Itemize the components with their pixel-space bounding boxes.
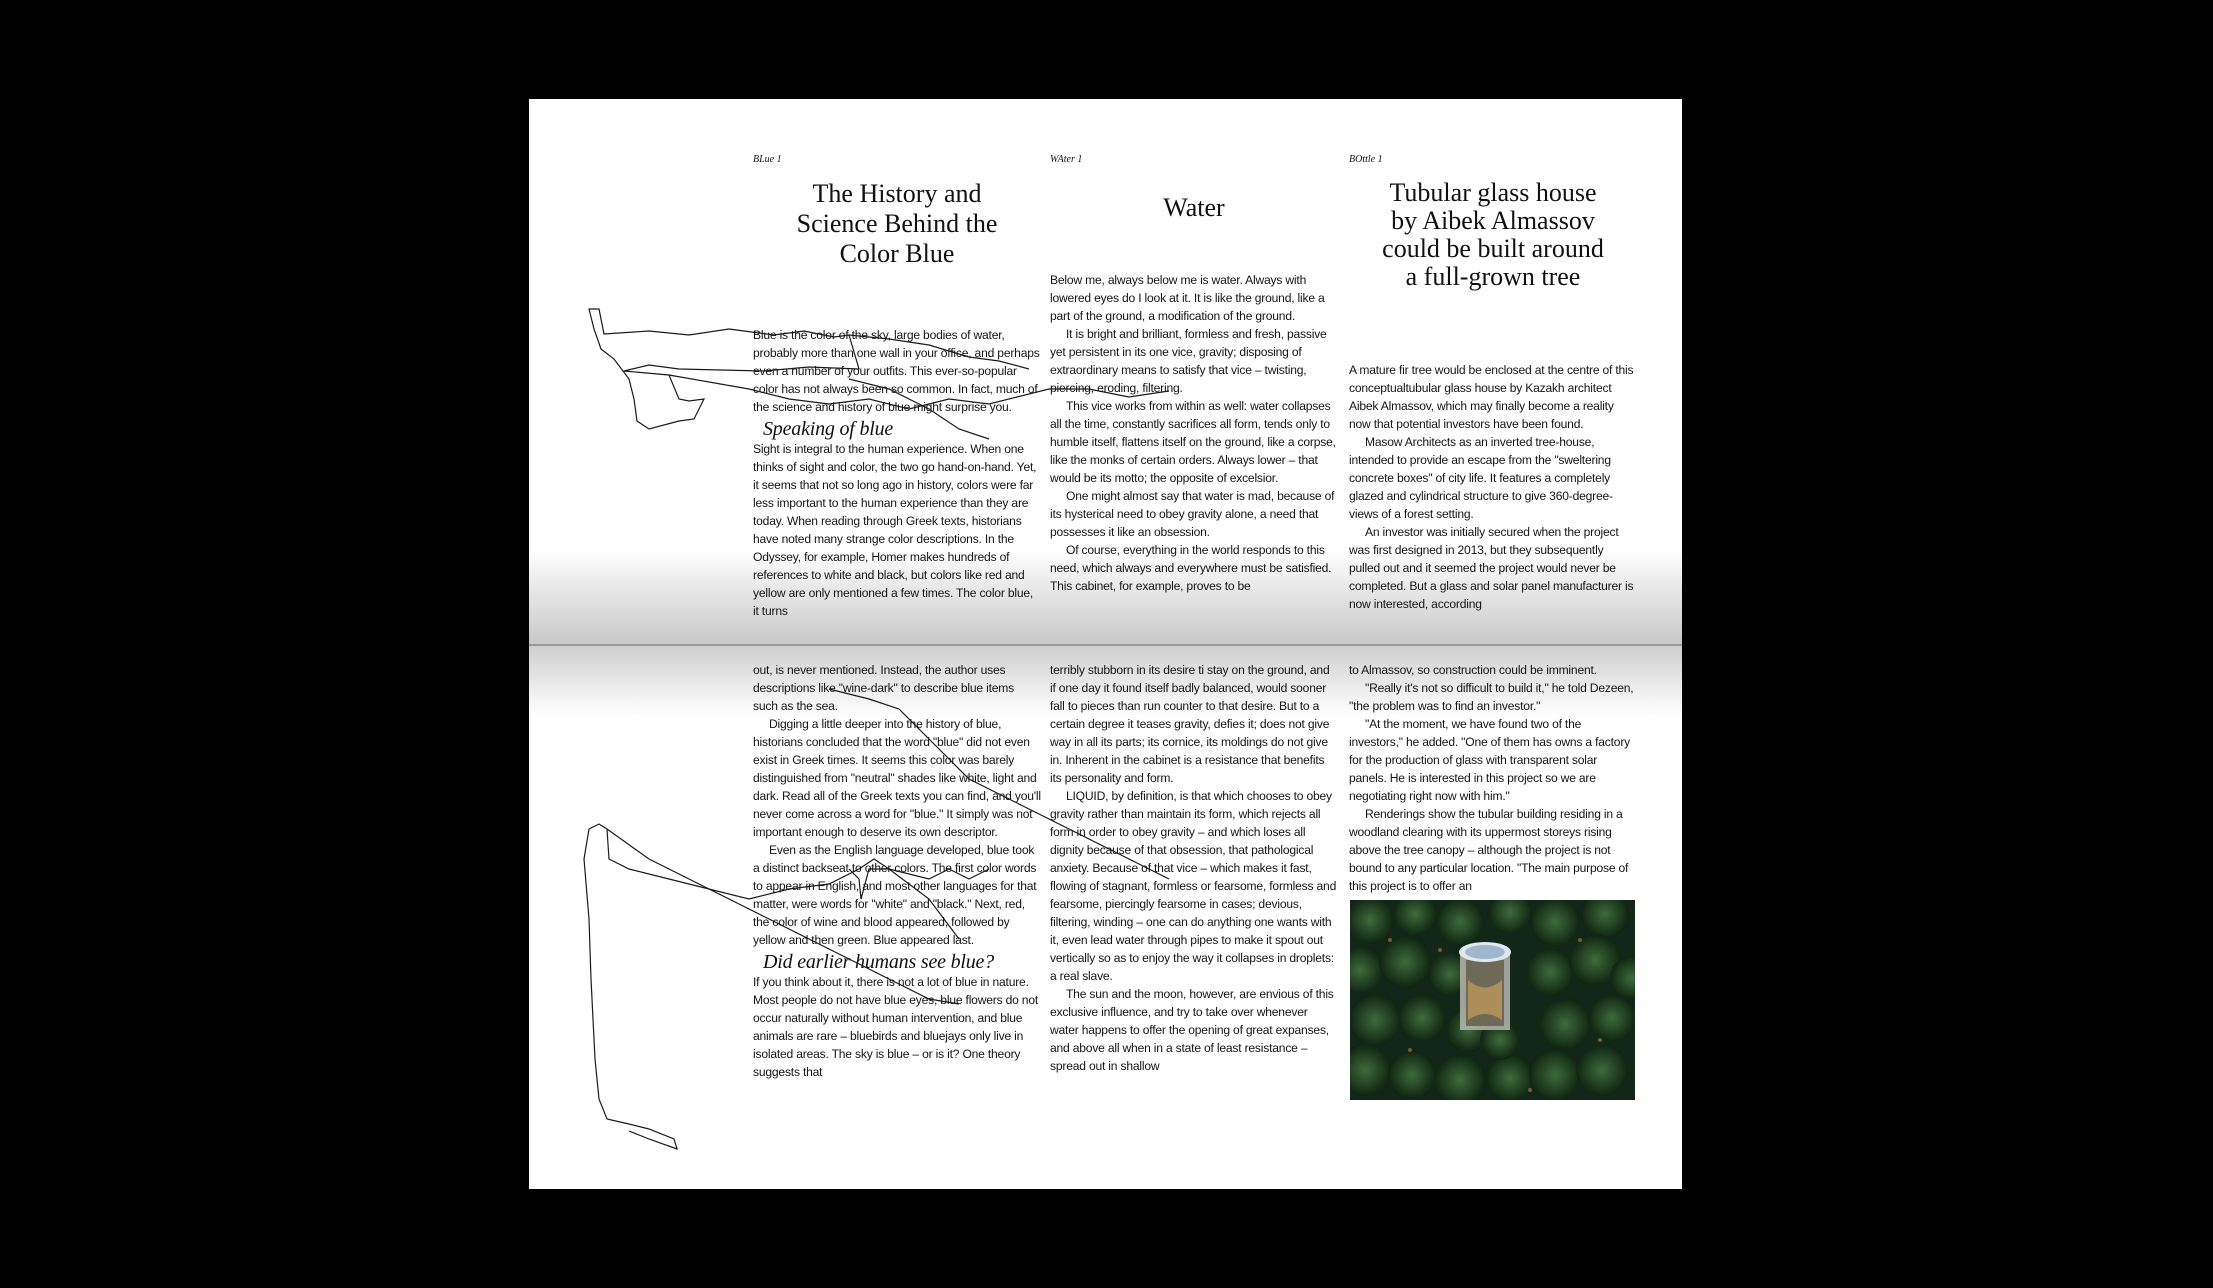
article-body-top: Blue is the color of the sky, large bodies of water, probably more than one wall in your office, and perhaps even a number of your outfits. This ever-so-popular color has not always been so common. In fact, much of the science and history of blue might surprise you. Speaking of blue Sight is integral to the human experience. When one thinks of sight and color, the two go hand-on-hand. Yet, it seems that not so long ago in history, colors were far less important to the human experience than they are today. When reading through Greek texts, historians have noted many strange color descriptions. In the Odyssey, for example, Homer makes hundreds of references to white and black, but colors like red and yellow are only mentioned a few times. The color blue, it turns [753,328,1040,618]
article-title: Water [1163,193,1225,222]
article-body-bottom: out, is never mentioned. Instead, the author uses descriptions like "wine-dark" to describe blue items such as the sea. Digging a little deeper into the history of blue, historians concluded that the word "blue" did not even exist in Greek times. It seems this color was barely distinguished from "neutral" shades like white, light and dark. Read all of the Greek texts you can find, and you'll never come across a word for "blue." It simply was not important enough to deserve its own descriptor. Even as the English language developed, blue took a distinct backseat to other colors. The first color words to appear in English, and most other languages for that matter, were words for "white" and "black." Next, red, the color of wine and blood appeared, followed by yellow and then green. Blue appeared last. Did earlier humans see blue? If you think about it, there is not a lot of blue in nature. Most people do not have blue eyes, blue flowers do not occur naturally without human intervention, and blue animals are rare – bluebirds and bluejays only live in isolated areas. The sky is blue – or is it? One theory suggests that [753,663,1041,1079]
forest-image [1350,900,1635,1100]
article-body-top: A mature fir tree would be enclosed at the centre of this conceptualtubular glass house by Kazakh architect Aibek Almassov, which may finally become a reality now that potential investors have been found. Masow Architects as an inverted tree-house, intended to provide an escape from the "sweltering concrete boxes" of city life. It features a completely glazed and cylindrical structure to give 360-degree-views of a forest setting. An investor was initially secured when the project was first designed in 2013, but they subsequently pulled out and it seemed the project would never be completed. But a glass and solar panel manufacturer is now interested, according [1349,363,1634,611]
article-body-bottom: to Almassov, so construction could be imminent. "Really it's not so difficult to build it," he told Dezeen, "the problem was to find an investor." "At the moment, we have found two of the investors," he added. "One of them has owns a factory for the production of glass with transparent solar panels. He is interested in this project so we are negotiating right now with him." Renderings show the tubular building residing in a woodland clearing with its uppermost storeys rising above the tree canopy – although the project is not bound to any particular location. "The main purpose of this project is to offer an [1349,663,1634,893]
article-body-bottom: terribly stubborn in its desire ti stay on the ground, and if one day it found itself badly balanced, would sooner fall to pieces than run counter to that desire. But to a certain degree it teases gravity, defies it; does not give way in all its parts; its cornice, its moldings do not give in. Inherent in the cabinet is a resistance that benefits its personality and form. LIQUID, by definition, is that which chooses to obey gravity rather than maintain its form, which rejects all form in order to obey gravity – and which loses all dignity because of that obsession, that pathological anxiety. Because of that vice – which makes it fast, flowing of stagnant, formless or fearsome, formless and fearsome, piercingly fearsome in cases; devious, filtering, winding – one can do anything one wants with it, even lead water through pipes to make it spout out vertically so as to enjoy the way it collapses in droplets: a real slave. The sun and the moon, however, are envious of this exclusive influence, and try to take over whenever water happens to offer the opening of great expanses, and above all when in a state of least resistance – spread out in shallow [1050,663,1337,1073]
column-blue [753,99,1041,1189]
column-label: BLue 1 [753,154,782,165]
article-title: Tubular glass house by Aibek Almassov could be built around a full-grown tree [1382,178,1604,291]
article-body-top: Below me, always below me is water. Always with lowered eyes do I look at it. It is like the ground, like a part of the ground, a modification of the ground. It is bright and brilliant, formless and fresh, passive yet persistent in its one vice, gravity; disposing of extraordinary means to satisfy that vice – twisting, piercing, eroding, filtering. This vice works from within as well: water collapses all the time, constantly sacrifices all form, tends only to humble itself, flattens itself on the ground, like a corpse, like the monks of certain orders. Always lower – that would be its motto; the opposite of excelsior. One might almost say that water is mad, because of its hysterical need to obey gravity alone, a need that possesses it like an obsession. Of course, everything in the world responds to this need, which always and everywhere must be satisfied. This cabinet, for example, proves to be [1050,273,1336,593]
column-label: WAter 1 [1050,154,1083,165]
column-label: BOttle 1 [1349,154,1383,165]
article-title: The History and Science Behind the Color Blue [796,179,998,268]
subheading: Did earlier humans see blue? [763,951,995,973]
column-water [1050,99,1338,1189]
tree-house-photo [1350,900,1635,1100]
magazine-spread [529,99,1682,1189]
subheading: Speaking of blue [763,418,894,440]
